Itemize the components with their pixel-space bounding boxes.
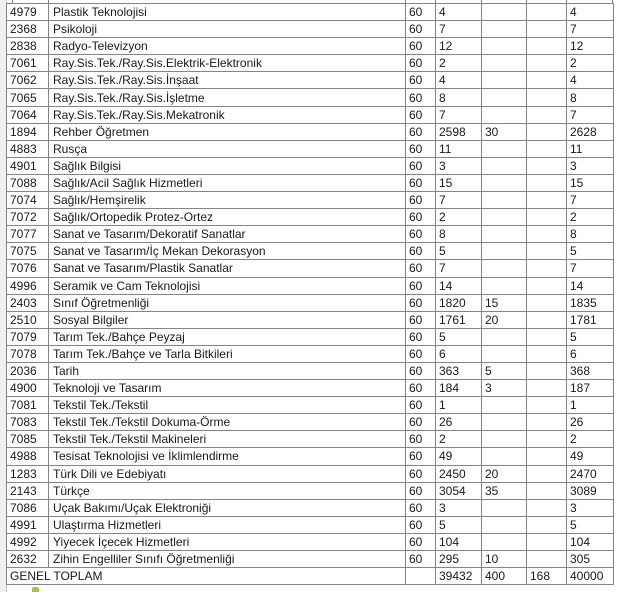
code-cell: 2143: [7, 482, 49, 499]
branch-name-cell: Sanat ve Tasarım/İç Mekan Dekorasyon: [49, 243, 406, 260]
count3-cell: [527, 294, 567, 311]
code-cell: 7064: [7, 106, 49, 123]
count3-cell: [527, 260, 567, 277]
count2-cell: [482, 209, 527, 226]
base-quota-cell: 60: [406, 397, 436, 414]
count3-cell: [527, 192, 567, 209]
row-total-cell: 11: [567, 140, 614, 157]
code-cell: 2036: [7, 362, 49, 379]
code-cell: 7076: [7, 260, 49, 277]
code-cell: 2510: [7, 311, 49, 328]
code-cell: 4979: [7, 4, 49, 21]
count1-cell: 7: [436, 106, 482, 123]
code-cell: 7075: [7, 243, 49, 260]
base-quota-cell: 60: [406, 260, 436, 277]
code-cell: 7062: [7, 72, 49, 89]
row-total-cell: 1781: [567, 311, 614, 328]
count2-cell: [482, 243, 527, 260]
row-total-cell: 7: [567, 21, 614, 38]
code-cell: 2403: [7, 294, 49, 311]
table-row: [7, 465, 614, 482]
table-row: [7, 243, 614, 260]
row-total-cell: 2470: [567, 465, 614, 482]
table-row: [7, 311, 614, 328]
base-quota-cell: 60: [406, 123, 436, 140]
base-quota-cell: 60: [406, 140, 436, 157]
count3-cell: [527, 106, 567, 123]
branch-name-cell: Sağlık/Ortopedik Protez-Ortez: [49, 209, 406, 226]
branch-name-cell: Rusça: [49, 140, 406, 157]
count3-cell: [527, 499, 567, 516]
base-quota-cell: 60: [406, 345, 436, 362]
table-row: [7, 345, 614, 362]
base-quota-cell: 60: [406, 192, 436, 209]
branch-name-cell: Tekstil Tek./Tekstil: [49, 397, 406, 414]
count1-cell: 184: [436, 380, 482, 397]
table-row: [7, 38, 614, 55]
count1-cell: 3: [436, 157, 482, 174]
count3-cell: [527, 72, 567, 89]
row-total-cell: 2628: [567, 123, 614, 140]
branch-name-cell: Sağlık/Acil Sağlık Hizmetleri: [49, 174, 406, 191]
count3-cell: [527, 174, 567, 191]
row-total-cell: 1: [567, 397, 614, 414]
row-total-cell: 3: [567, 157, 614, 174]
count3-cell: [527, 482, 567, 499]
branch-name-cell: Sağlık/Hemşirelik: [49, 192, 406, 209]
count2-cell: [482, 89, 527, 106]
branch-name-cell: Tarım Tek./Bahçe ve Tarla Bitkileri: [49, 345, 406, 362]
branch-name-cell: Radyo-Televizyon: [49, 38, 406, 55]
row-total-cell: 6: [567, 345, 614, 362]
count2-cell: [482, 328, 527, 345]
row-total-cell: 3089: [567, 482, 614, 499]
row-total-cell: 7: [567, 106, 614, 123]
code-cell: 4901: [7, 157, 49, 174]
count3-cell: [527, 533, 567, 550]
table-row: [7, 106, 614, 123]
table-body: [7, 4, 614, 568]
count3-cell: [527, 140, 567, 157]
count2-cell: [482, 4, 527, 21]
count1-cell: 1: [436, 397, 482, 414]
count1-cell: 363: [436, 362, 482, 379]
count1-cell: 8: [436, 226, 482, 243]
base-quota-cell: 60: [406, 157, 436, 174]
row-total-cell: 104: [567, 533, 614, 550]
branch-name-cell: Ray.Sis.Tek./Ray.Sis.Mekatronik: [49, 106, 406, 123]
count1-cell: 2598: [436, 123, 482, 140]
table-row: [7, 380, 614, 397]
code-cell: 4996: [7, 277, 49, 294]
count3-cell: [527, 89, 567, 106]
count2-cell: [482, 499, 527, 516]
count2-cell: [482, 140, 527, 157]
count1-cell: 6: [436, 345, 482, 362]
base-quota-cell: 60: [406, 55, 436, 72]
table-row: [7, 209, 614, 226]
count3-cell: [527, 431, 567, 448]
branch-name-cell: Tesisat Teknolojisi ve İklimlendirme: [49, 448, 406, 465]
grand-total-label-cell: GENEL TOPLAM: [7, 568, 406, 585]
count1-cell: 11: [436, 140, 482, 157]
code-cell: 1894: [7, 123, 49, 140]
count1-cell: 5: [436, 516, 482, 533]
table-row: [7, 448, 614, 465]
count2-cell: [482, 448, 527, 465]
code-cell: 7072: [7, 209, 49, 226]
count3-cell: [527, 277, 567, 294]
base-quota-cell: 60: [406, 72, 436, 89]
base-quota-cell: 60: [406, 414, 436, 431]
count3-cell: [527, 55, 567, 72]
count1-cell: 2: [436, 55, 482, 72]
code-cell: 4900: [7, 380, 49, 397]
branch-name-cell: Rehber Öğretmen: [49, 123, 406, 140]
count3-cell: [527, 157, 567, 174]
code-cell: 4883: [7, 140, 49, 157]
base-quota-cell: 60: [406, 38, 436, 55]
count1-cell: 7: [436, 260, 482, 277]
row-total-cell: 49: [567, 448, 614, 465]
count3-cell: [527, 465, 567, 482]
base-quota-cell: 60: [406, 482, 436, 499]
code-cell: 4992: [7, 533, 49, 550]
base-quota-cell: 60: [406, 551, 436, 568]
branch-name-cell: Tekstil Tek./Tekstil Dokuma-Örme: [49, 414, 406, 431]
branch-name-cell: Tekstil Tek./Tekstil Makineleri: [49, 431, 406, 448]
count1-cell: 295: [436, 551, 482, 568]
row-total-cell: 26: [567, 414, 614, 431]
table-row: [7, 72, 614, 89]
row-total-cell: 368: [567, 362, 614, 379]
base-quota-cell: 60: [406, 516, 436, 533]
row-total-cell: 7: [567, 192, 614, 209]
count2-cell: [482, 55, 527, 72]
table-row: [7, 431, 614, 448]
row-total-cell: 2: [567, 209, 614, 226]
branch-name-cell: Plastik Teknolojisi: [49, 4, 406, 21]
base-quota-cell: 60: [406, 311, 436, 328]
table-row: [7, 89, 614, 106]
base-quota-cell: 60: [406, 4, 436, 21]
count2-cell: 30: [482, 123, 527, 140]
count3-cell: [527, 328, 567, 345]
count3-cell: [527, 123, 567, 140]
count2-cell: 3: [482, 380, 527, 397]
count3-cell: [527, 226, 567, 243]
table-row: [7, 260, 614, 277]
count3-cell: [527, 209, 567, 226]
table-row: [7, 4, 614, 21]
table-row: [7, 397, 614, 414]
count3-cell: [527, 414, 567, 431]
table-row: [7, 516, 614, 533]
count1-cell: 49: [436, 448, 482, 465]
count1-cell: 3: [436, 499, 482, 516]
count3-cell: [527, 397, 567, 414]
count1-cell: 12: [436, 38, 482, 55]
count3-cell: [527, 311, 567, 328]
count1-cell: 26: [436, 414, 482, 431]
row-total-cell: 4: [567, 4, 614, 21]
count2-cell: [482, 192, 527, 209]
code-cell: 2838: [7, 38, 49, 55]
count3-cell: [527, 243, 567, 260]
count2-cell: 20: [482, 311, 527, 328]
count1-cell: 7: [436, 192, 482, 209]
count3-cell: [527, 38, 567, 55]
count1-cell: 1820: [436, 294, 482, 311]
count3-cell: [527, 551, 567, 568]
count1-cell: 104: [436, 533, 482, 550]
branch-name-cell: Tarım Tek./Bahçe Peyzaj: [49, 328, 406, 345]
count2-cell: [482, 414, 527, 431]
base-quota-cell: 60: [406, 226, 436, 243]
count2-cell: [482, 157, 527, 174]
grand-total-total-cell: 40000: [567, 568, 614, 585]
count1-cell: 8: [436, 89, 482, 106]
grand-total-v3-cell: 168: [527, 568, 567, 585]
branch-name-cell: Sanat ve Tasarım/Dekoratif Sanatlar: [49, 226, 406, 243]
row-total-cell: 4: [567, 72, 614, 89]
grand-total-row: [7, 568, 614, 585]
count1-cell: 2: [436, 209, 482, 226]
count2-cell: 10: [482, 551, 527, 568]
code-cell: 7081: [7, 397, 49, 414]
row-total-cell: 2: [567, 431, 614, 448]
table-row: [7, 174, 614, 191]
count1-cell: 5: [436, 328, 482, 345]
table-row: [7, 226, 614, 243]
count2-cell: [482, 516, 527, 533]
grand-total-v2-cell: 400: [482, 568, 527, 585]
base-quota-cell: 60: [406, 499, 436, 516]
code-cell: 2632: [7, 551, 49, 568]
count2-cell: [482, 106, 527, 123]
row-total-cell: 12: [567, 38, 614, 55]
count2-cell: 15: [482, 294, 527, 311]
count3-cell: [527, 448, 567, 465]
count1-cell: 5: [436, 243, 482, 260]
count2-cell: [482, 397, 527, 414]
code-cell: 7061: [7, 55, 49, 72]
row-total-cell: 2: [567, 55, 614, 72]
base-quota-cell: 60: [406, 448, 436, 465]
code-cell: 7079: [7, 328, 49, 345]
table-row: [7, 294, 614, 311]
row-total-cell: 1835: [567, 294, 614, 311]
branch-name-cell: Türk Dili ve Edebiyatı: [49, 465, 406, 482]
count3-cell: [527, 380, 567, 397]
code-cell: 7085: [7, 431, 49, 448]
table-row: [7, 414, 614, 431]
row-total-cell: 5: [567, 328, 614, 345]
table-row: [7, 21, 614, 38]
code-cell: 7078: [7, 345, 49, 362]
count1-cell: 1761: [436, 311, 482, 328]
code-cell: 2368: [7, 21, 49, 38]
base-quota-cell: 60: [406, 431, 436, 448]
count2-cell: [482, 277, 527, 294]
branch-name-cell: Psikoloji: [49, 21, 406, 38]
count2-cell: 35: [482, 482, 527, 499]
table-row: [7, 192, 614, 209]
count1-cell: 4: [436, 72, 482, 89]
count2-cell: [482, 345, 527, 362]
table-row: [7, 123, 614, 140]
count1-cell: 15: [436, 174, 482, 191]
count3-cell: [527, 516, 567, 533]
table-row: [7, 533, 614, 550]
base-quota-cell: 60: [406, 21, 436, 38]
row-total-cell: 8: [567, 89, 614, 106]
count2-cell: [482, 38, 527, 55]
table-row: [7, 277, 614, 294]
count2-cell: [482, 174, 527, 191]
branch-name-cell: Sosyal Bilgiler: [49, 311, 406, 328]
branch-name-cell: Tarih: [49, 362, 406, 379]
branch-name-cell: Sınıf Öğretmenliği: [49, 294, 406, 311]
count1-cell: 7: [436, 21, 482, 38]
base-quota-cell: 60: [406, 209, 436, 226]
count3-cell: [527, 4, 567, 21]
base-quota-cell: 60: [406, 277, 436, 294]
table-row: [7, 482, 614, 499]
count1-cell: 4: [436, 4, 482, 21]
table-row: [7, 362, 614, 379]
code-cell: 7086: [7, 499, 49, 516]
count2-cell: [482, 260, 527, 277]
count2-cell: [482, 21, 527, 38]
green-icon-fragment: [32, 587, 39, 592]
table-row: [7, 328, 614, 345]
table-row: [7, 140, 614, 157]
branch-name-cell: Seramik ve Cam Teknolojisi: [49, 277, 406, 294]
row-total-cell: 5: [567, 243, 614, 260]
count1-cell: 2: [436, 431, 482, 448]
base-quota-cell: 60: [406, 362, 436, 379]
code-cell: 7077: [7, 226, 49, 243]
branch-name-cell: Uçak Bakımı/Uçak Elektroniği: [49, 499, 406, 516]
table-row: [7, 551, 614, 568]
row-total-cell: 187: [567, 380, 614, 397]
row-total-cell: 305: [567, 551, 614, 568]
count2-cell: [482, 72, 527, 89]
base-quota-cell: 60: [406, 380, 436, 397]
table-row: [7, 157, 614, 174]
branch-name-cell: Türkçe: [49, 482, 406, 499]
row-total-cell: 8: [567, 226, 614, 243]
row-total-cell: 15: [567, 174, 614, 191]
count1-cell: 3054: [436, 482, 482, 499]
code-cell: 7083: [7, 414, 49, 431]
code-cell: 4988: [7, 448, 49, 465]
grand-total-v1-cell: 39432: [436, 568, 482, 585]
code-cell: 7065: [7, 89, 49, 106]
count3-cell: [527, 345, 567, 362]
branch-name-cell: Sağlık Bilgisi: [49, 157, 406, 174]
count2-cell: [482, 431, 527, 448]
base-quota-cell: 60: [406, 328, 436, 345]
count1-cell: 14: [436, 277, 482, 294]
table-row: [7, 499, 614, 516]
branch-quota-table: [6, 3, 614, 585]
count2-cell: [482, 226, 527, 243]
count3-cell: [527, 362, 567, 379]
base-quota-cell: 60: [406, 294, 436, 311]
table-row: [7, 55, 614, 72]
branch-name-cell: Ulaştırma Hizmetleri: [49, 516, 406, 533]
branch-name-cell: Ray.Sis.Tek./Ray.Sis.Elektrik-Elektronik: [49, 55, 406, 72]
branch-name-cell: Ray.Sis.Tek./Ray.Sis.İşletme: [49, 89, 406, 106]
row-total-cell: 7: [567, 260, 614, 277]
branch-name-cell: Yiyecek İçecek Hizmetleri: [49, 533, 406, 550]
grand-total-col60-cell: [406, 568, 436, 585]
code-cell: 4991: [7, 516, 49, 533]
row-total-cell: 5: [567, 516, 614, 533]
code-cell: 7088: [7, 174, 49, 191]
base-quota-cell: 60: [406, 465, 436, 482]
base-quota-cell: 60: [406, 174, 436, 191]
row-total-cell: 14: [567, 277, 614, 294]
base-quota-cell: 60: [406, 106, 436, 123]
branch-name-cell: Teknoloji ve Tasarım: [49, 380, 406, 397]
branch-name-cell: Sanat ve Tasarım/Plastik Sanatlar: [49, 260, 406, 277]
branch-name-cell: Zihin Engelliler Sınıfı Öğretmenliği: [49, 551, 406, 568]
count2-cell: 5: [482, 362, 527, 379]
code-cell: 1283: [7, 465, 49, 482]
branch-name-cell: Ray.Sis.Tek./Ray.Sis.İnşaat: [49, 72, 406, 89]
row-total-cell: 3: [567, 499, 614, 516]
code-cell: 7074: [7, 192, 49, 209]
count2-cell: 20: [482, 465, 527, 482]
base-quota-cell: 60: [406, 533, 436, 550]
base-quota-cell: 60: [406, 243, 436, 260]
count2-cell: [482, 533, 527, 550]
count1-cell: 2450: [436, 465, 482, 482]
count3-cell: [527, 21, 567, 38]
base-quota-cell: 60: [406, 89, 436, 106]
